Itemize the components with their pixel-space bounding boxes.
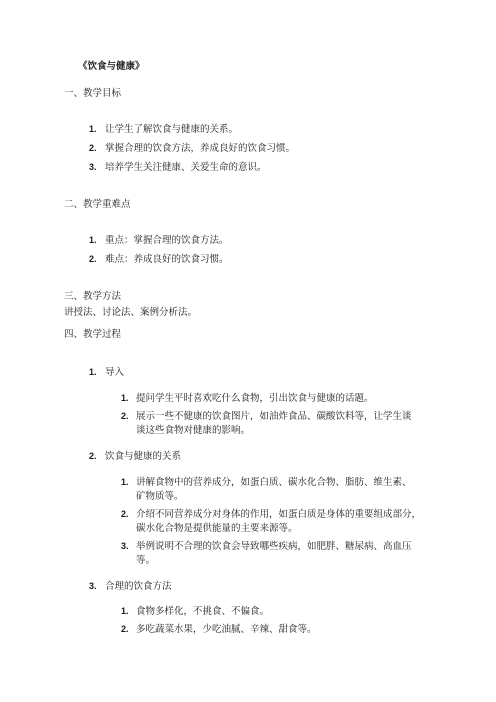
sub-number: 3. <box>121 541 129 551</box>
sub-item-continued: 谈这些食物对健康的影响。 <box>136 425 251 436</box>
step-label-intro: 导入 <box>105 367 125 378</box>
section-heading-process: 四、教学过程 <box>64 329 122 340</box>
sub-item-continued: 等。 <box>136 555 156 566</box>
sub-item: 举例说明不合理的饮食会导致哪些疾病，如肥胖、糖尿病、高血压 <box>136 541 412 552</box>
list-item: 难点：养成良好的饮食习惯。 <box>105 254 229 265</box>
section-heading-methods: 三、教学方法 <box>64 291 122 302</box>
sub-item: 多吃蔬菜水果，少吃油腻、辛辣、甜食等。 <box>136 624 317 635</box>
sub-number: 1. <box>121 606 129 616</box>
list-item: 重点：掌握合理的饮食方法。 <box>105 235 229 246</box>
sub-number: 1. <box>121 393 129 403</box>
list-item: 让学生了解饮食与健康的关系。 <box>105 124 239 135</box>
sub-item: 提问学生平时喜欢吃什么食物，引出饮食与健康的话题。 <box>136 393 374 404</box>
methods-text: 讲授法、讨论法、案例分析法。 <box>64 307 198 318</box>
list-number: 2. <box>89 143 97 153</box>
section-heading-key-points: 二、教学重难点 <box>64 199 131 210</box>
list-item: 培养学生关注健康、关爱生命的意识。 <box>105 162 267 173</box>
step-label-methods: 合理的饮食方法 <box>105 581 172 592</box>
step-number: 1. <box>89 367 97 377</box>
step-label-relationship: 饮食与健康的关系 <box>105 451 182 462</box>
sub-item: 展示一些不健康的饮食图片，如油炸食品、碳酸饮料等，让学生谈 <box>136 411 412 422</box>
document-title: 《饮食与健康》 <box>78 61 145 72</box>
list-number: 1. <box>89 124 97 134</box>
section-heading-objectives: 一、教学目标 <box>64 88 122 99</box>
sub-item-continued: 碳水化合物是提供能量的主要来源等。 <box>136 523 298 534</box>
list-number: 2. <box>89 254 97 264</box>
sub-item-continued: 矿物质等。 <box>136 491 184 502</box>
sub-number: 2. <box>121 624 129 634</box>
sub-number: 2. <box>121 411 129 421</box>
list-number: 1. <box>89 235 97 245</box>
list-item: 掌握合理的饮食方法，养成良好的饮食习惯。 <box>105 143 296 154</box>
step-number: 2. <box>89 451 97 461</box>
sub-item: 介绍不同营养成分对身体的作用，如蛋白质是身体的重要组成部分， <box>136 509 422 520</box>
sub-item: 讲解食物中的营养成分，如蛋白质、碳水化合物、脂肪、维生素、 <box>136 477 412 488</box>
sub-number: 1. <box>121 477 129 487</box>
sub-number: 2. <box>121 509 129 519</box>
sub-item: 食物多样化，不挑食、不偏食。 <box>136 606 270 617</box>
list-number: 3. <box>89 162 97 172</box>
step-number: 3. <box>89 581 97 591</box>
